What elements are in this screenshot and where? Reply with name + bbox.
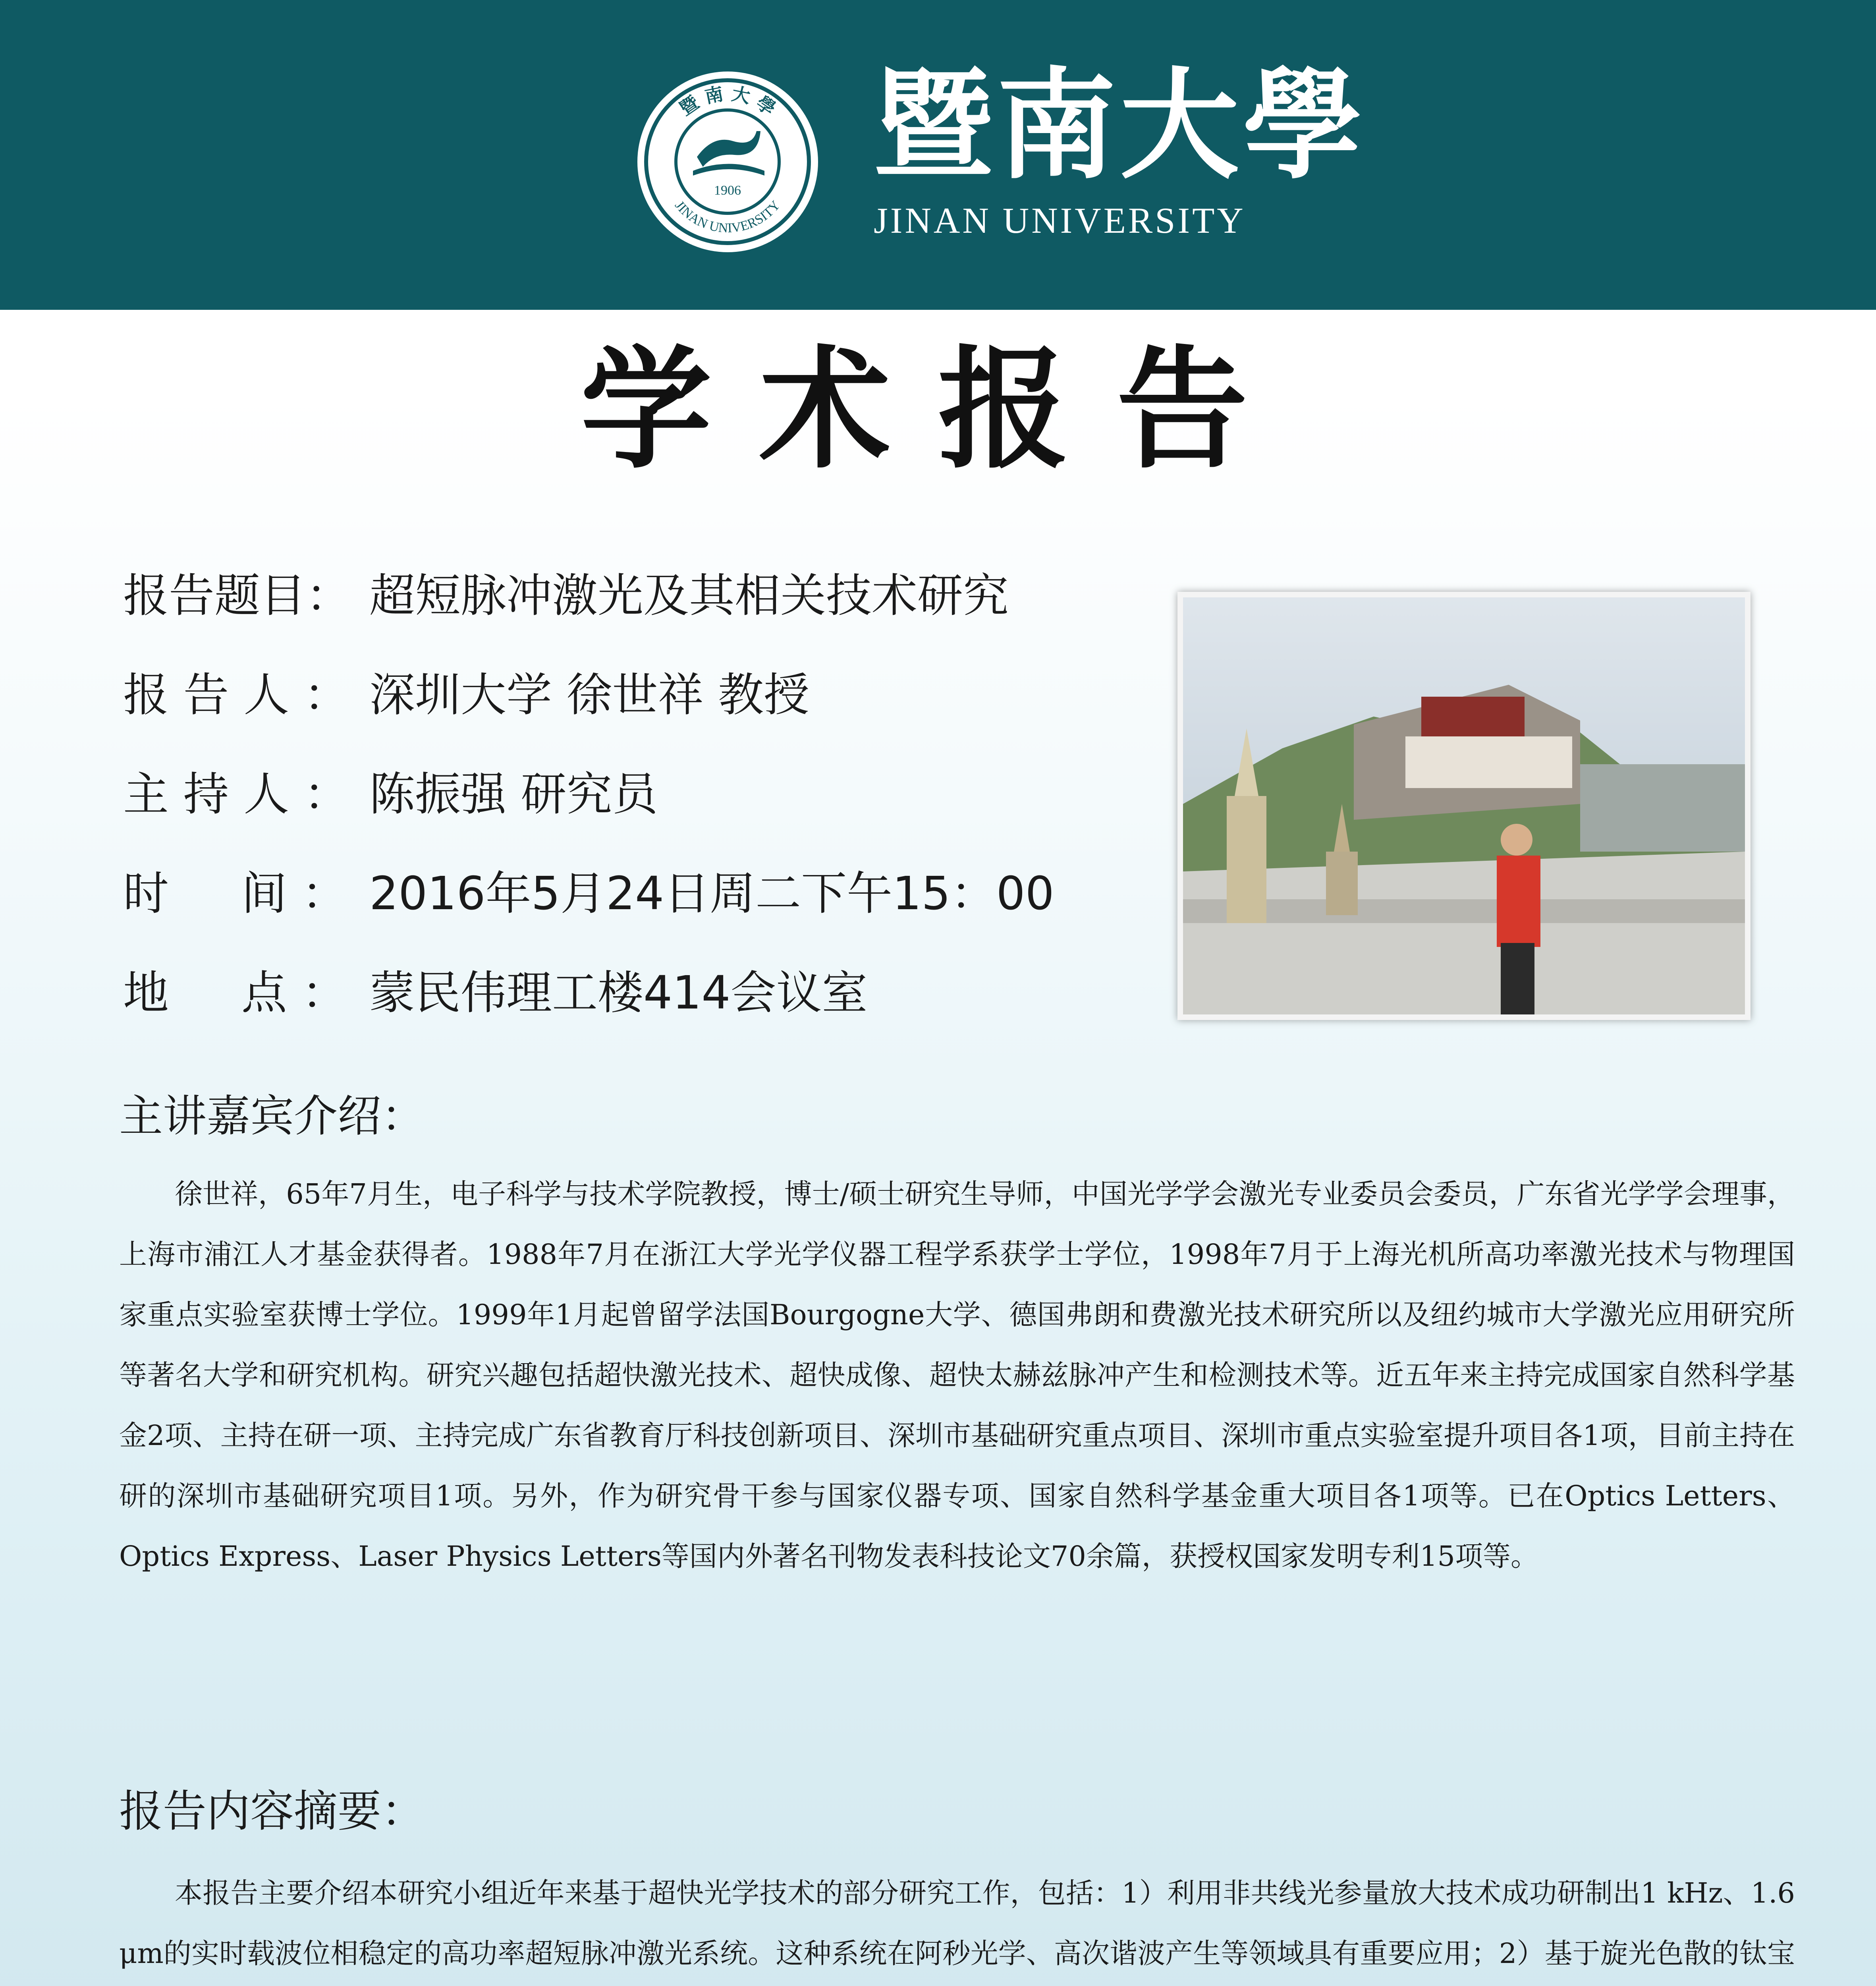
info-row-speaker <box>123 667 1156 723</box>
university-name-cn: 暨南大學 <box>874 55 1366 195</box>
info-row-location <box>123 965 1156 1021</box>
info-row-time <box>123 866 1156 922</box>
info-row-topic <box>123 568 1156 624</box>
speaker-intro-heading: 主讲嘉宾介绍： <box>119 1091 425 1142</box>
university-logo <box>637 71 818 252</box>
logo-year: 1906 <box>714 183 741 198</box>
abstract-text: 本报告主要介绍本研究小组近年来基于超快光学技术的部分研究工作，包括：1）利用非共线光参量放大技术成功研制出1 kHz、1.6 μm的实时载波位相稳定的高功率超短脉冲激光系统。这种系统在阿秒光学、高次谐波产生等领域具有重要应用；2）基于旋光色散的钛宝 <box>119 1877 1795 1970</box>
speaker-photo <box>1177 592 1751 1020</box>
info-label: 主 持 人 ： <box>123 768 349 821</box>
page-title: 学术报告 <box>581 332 1295 486</box>
logo-english-text: JINAN UNIVERSITY <box>672 198 783 236</box>
info-value: 超短脉冲激光及其相关技术研究 <box>369 569 1009 622</box>
speaker-intro-text: 徐世祥，65年7月生，电子科学与技术学院教授，博士/硕士研究生导师，中国光学学会激光专业委员会委员，广东省光学学会理事，上海市浦江人才基金获得者。1988年7月在浙江大学光学仪器工程学系获学士学位，1998年7月于上海光机所高功率激光技术与物理国家重点实验室获博士学位。1999年1月起曾留学法国Bourgogne大学、德国弗朗和费激光技术研究所以及纽约城市大学激光应用研究所等著名大学和研究机构。研究兴趣包括超快激光技术、超快成像、超快太赫兹脉冲产生和检测技术等。近五年来主持完成国家自然科学基金2项、主持在研一项、主持完成广东省教育厅科技创新项目、深圳市基础研究重点项目、深圳市重点实验室提升项目各1项，目前主持在研的深圳市基础研究项目1项。另外，作为研究骨干参与国家仪器专项、国家自然科学基金重大项目各1项等。已在Optics Letters、Optics Express、Laser Physics Letters等国内外著名刊物发表科技论文70余篇，获授权国家发明专利15项等。 <box>119 1178 1795 1573</box>
info-label: 时 间 ： <box>123 867 347 920</box>
info-label: 报告题目： <box>123 569 352 622</box>
info-value: 2016年5月24日周二下午15：00 <box>369 867 1054 920</box>
info-label: 报 告 人 ： <box>123 668 349 722</box>
university-name-en: JINAN UNIVERSITY <box>874 200 1246 241</box>
logo-ring-text: 暨 南 大 學 <box>676 83 780 120</box>
info-label: 地 点 ： <box>123 966 347 1020</box>
info-value: 陈振强 研究员 <box>369 768 658 821</box>
abstract-heading: 报告内容摘要： <box>119 1786 425 1837</box>
info-row-host <box>123 767 1156 822</box>
info-value: 深圳大学 徐世祥 教授 <box>369 668 810 722</box>
info-value: 蒙民伟理工楼414会议室 <box>369 966 868 1020</box>
